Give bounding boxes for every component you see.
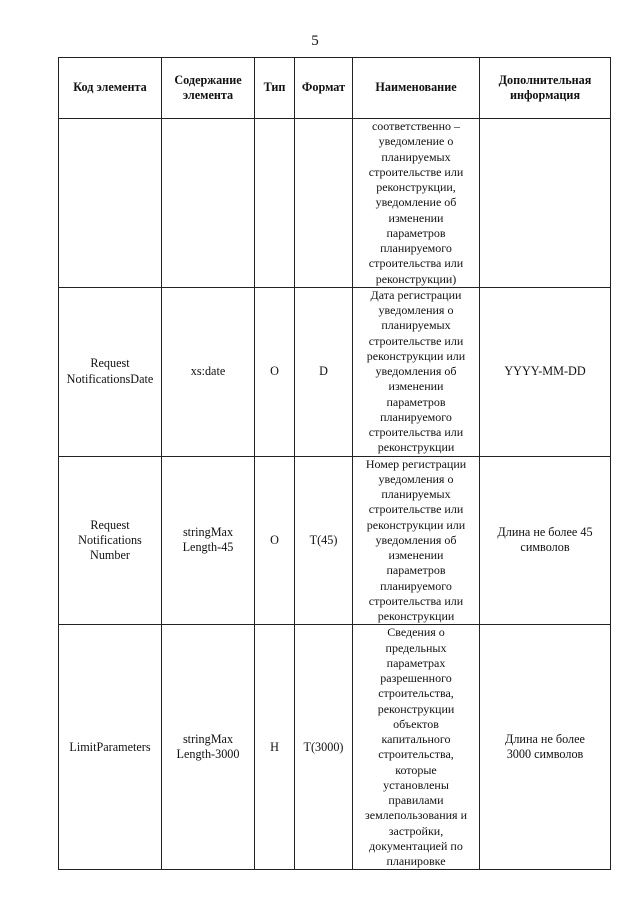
data-table (58, 57, 611, 870)
cell-name: Номер регистрации уведомления о планируемых строительстве или реконструкции или уведомления об изменении параметров планируемого строительства или реконструкции (353, 456, 480, 625)
cell-content: xs:date (162, 287, 255, 456)
cell-type: O (255, 287, 295, 456)
cell-name: Дата регистрации уведомления о планируемых строительстве или реконструкции или уведомления об изменении параметров планируемого строительства или реконструкции (353, 287, 480, 456)
cell-format: T(3000) (295, 625, 353, 870)
table-row (59, 625, 611, 870)
cell-format: T(45) (295, 456, 353, 625)
header-info: Дополнительная информация (480, 58, 611, 119)
cell-format: D (295, 287, 353, 456)
cell-name: соответственно – уведомление о планируемых строительстве или реконструкции, уведомление об изменении параметров планируемого строительства или реконструкции) (353, 119, 480, 288)
table-row (59, 287, 611, 456)
cell-type: O (255, 456, 295, 625)
header-format: Формат (295, 58, 353, 119)
table-header-row (59, 58, 611, 119)
table-row (59, 119, 611, 288)
cell-content (162, 119, 255, 288)
cell-code: LimitParameters (59, 625, 162, 870)
cell-info (480, 119, 611, 288)
cell-code (59, 119, 162, 288)
header-code: Код элемента (59, 58, 162, 119)
header-content: Содержание элемента (162, 58, 255, 119)
cell-name: Сведения о предельных параметрах разрешенного строительства, реконструкции объектов капитального строительства, которые установлены правилами землепользования и застройки, документацией по планировке (353, 625, 480, 870)
cell-code: Request NotificationsDate (59, 287, 162, 456)
cell-info: Длина не более 3000 символов (480, 625, 611, 870)
header-name: Наименование (353, 58, 480, 119)
cell-type: Н (255, 625, 295, 870)
cell-info: YYYY-MM-DD (480, 287, 611, 456)
cell-content: stringMax Length-3000 (162, 625, 255, 870)
cell-format (295, 119, 353, 288)
table-row (59, 456, 611, 625)
cell-content: stringMax Length-45 (162, 456, 255, 625)
page-number: 5 (311, 33, 319, 49)
cell-type (255, 119, 295, 288)
cell-code: Request Notifications Number (59, 456, 162, 625)
header-type: Тип (255, 58, 295, 119)
cell-info: Длина не более 45 символов (480, 456, 611, 625)
